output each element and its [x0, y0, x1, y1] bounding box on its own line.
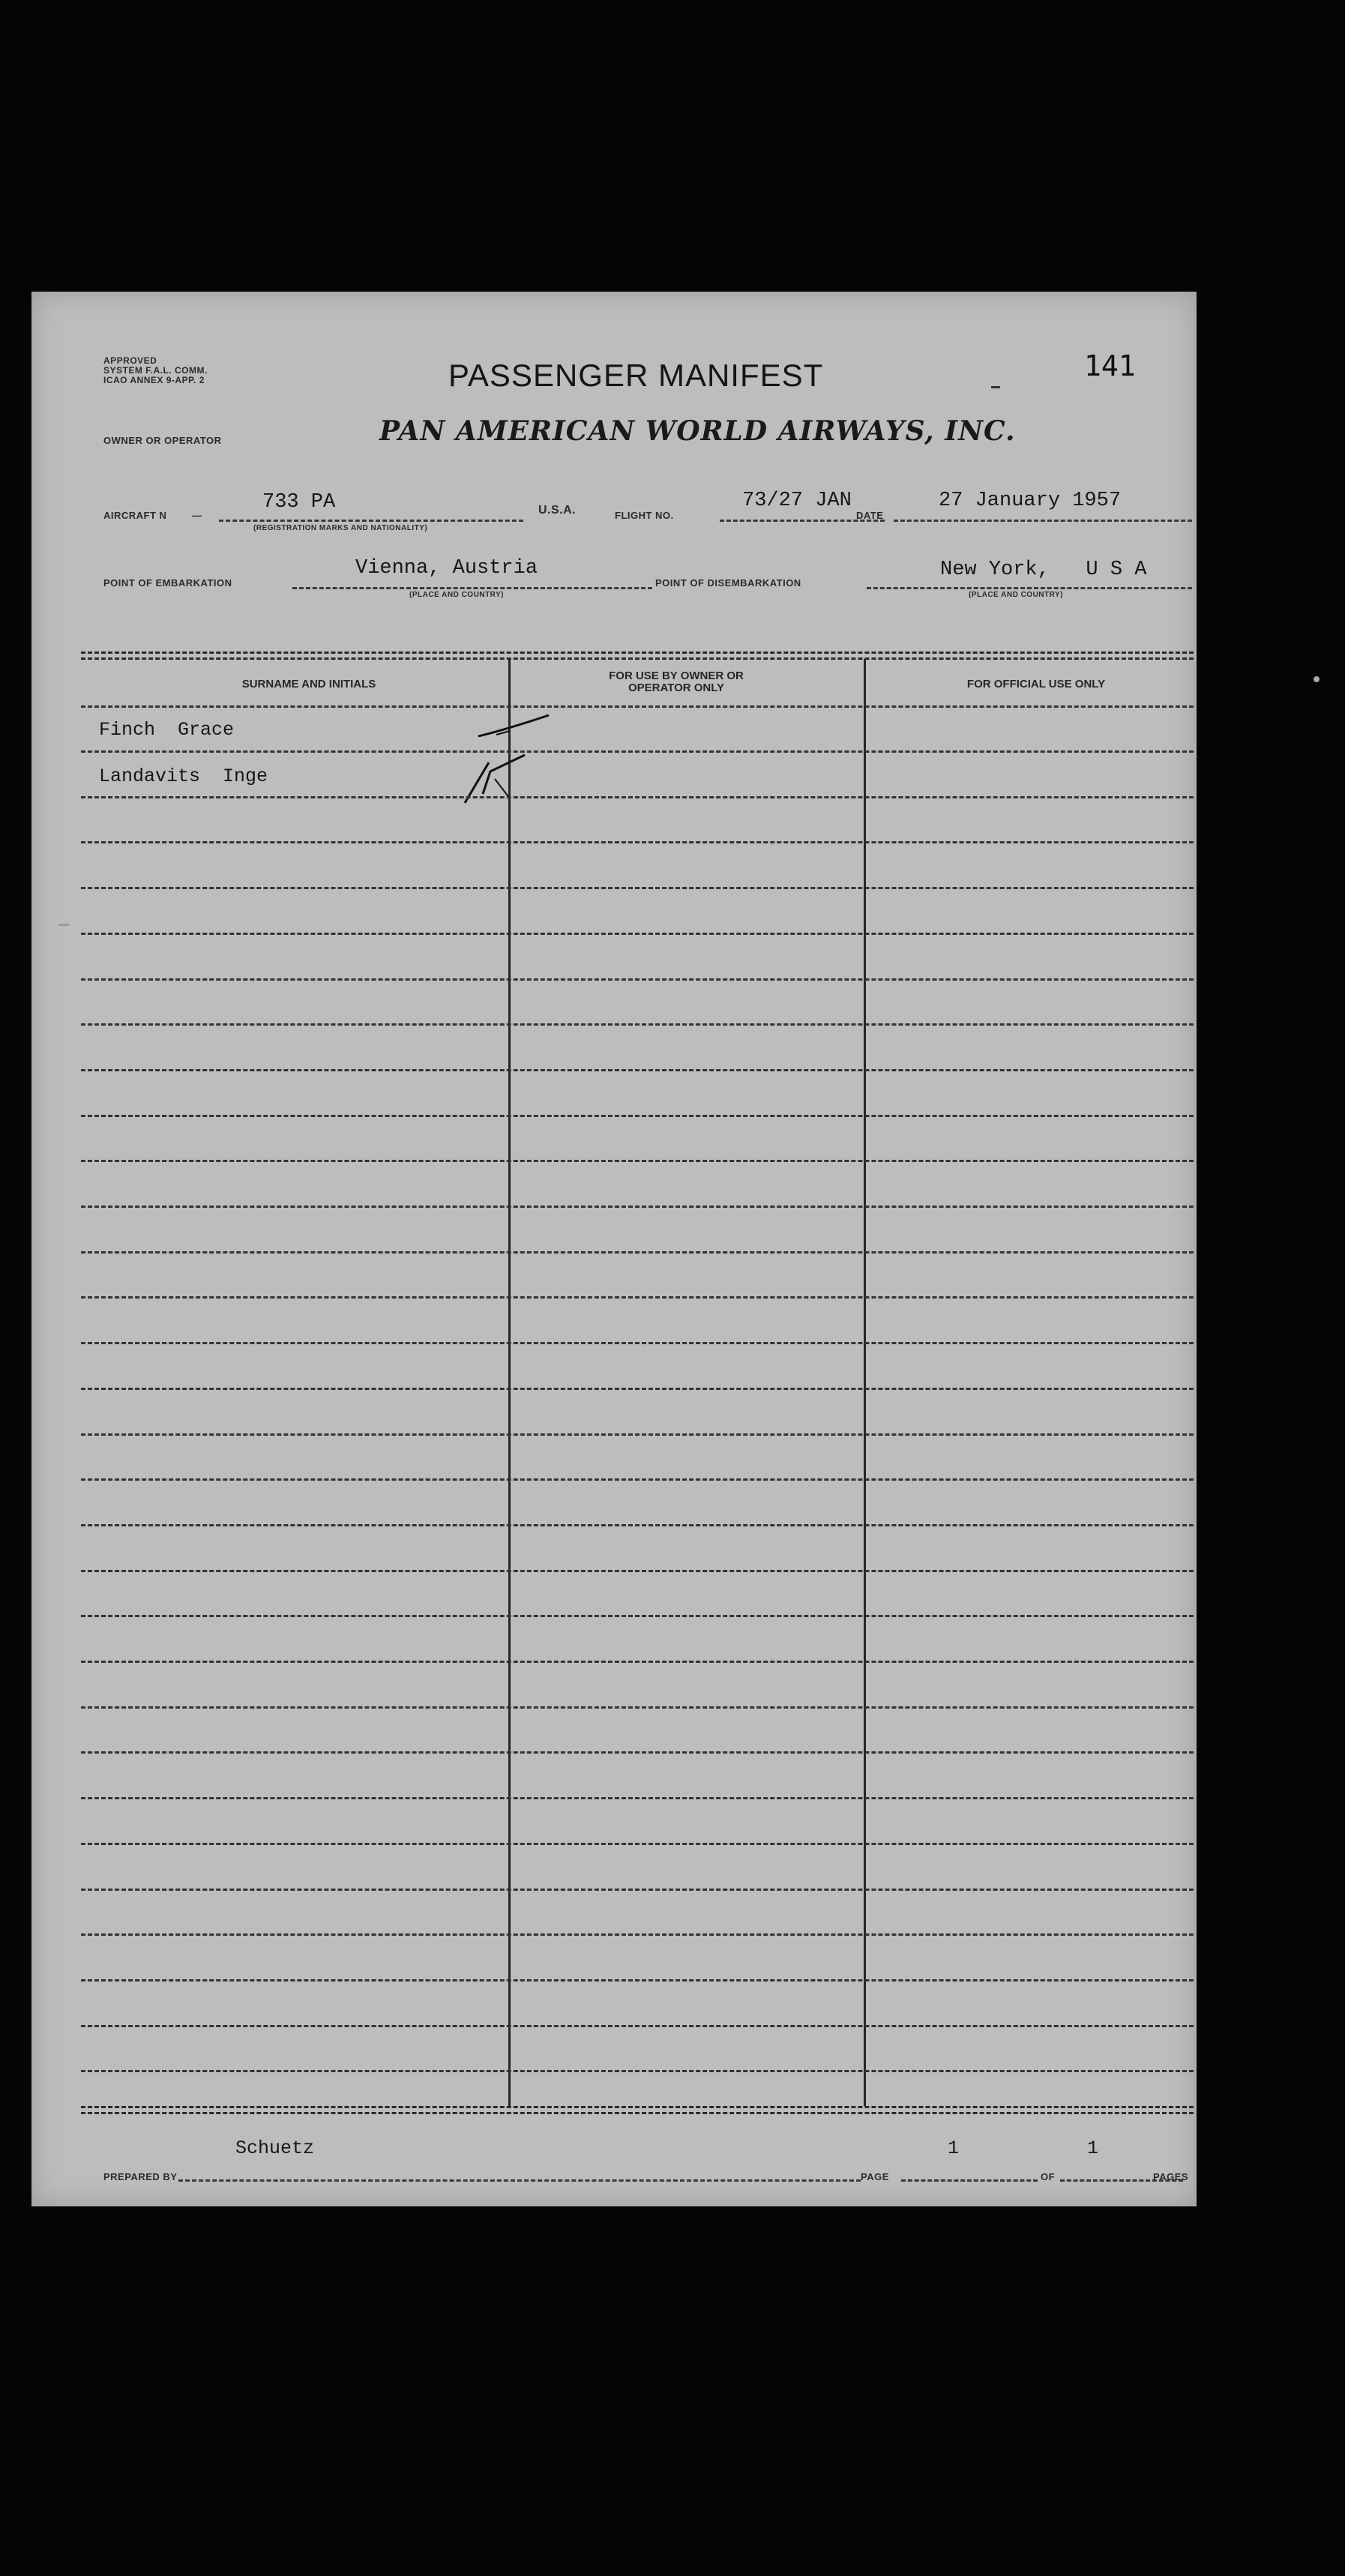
disembarkation-label: POINT OF DISEMBARKATION: [655, 577, 801, 589]
column-header-official: FOR OFFICIAL USE ONLY: [966, 678, 1106, 690]
table-row-line: [81, 978, 1194, 981]
document-title: PASSENGER MANIFEST: [448, 358, 824, 393]
column-header-surname: SURNAME AND INITIALS: [241, 678, 376, 690]
date-label: DATE: [856, 510, 884, 521]
table-row-line: [81, 796, 1194, 798]
table-row-line: [81, 1069, 1194, 1071]
table-bottom-rule: [81, 2106, 1194, 2114]
check-mark-2: [457, 749, 540, 809]
approved-line-1: APPROVED: [103, 355, 157, 366]
owner-value: PAN AMERICAN WORLD AIRWAYS, INC.: [379, 415, 1016, 447]
embarkation-value: Vienna, Austria: [355, 557, 538, 580]
passenger-name: Landavits Inge: [99, 765, 268, 787]
manifest-sheet: [31, 292, 1197, 2206]
flight-value: 73/27 JAN: [742, 490, 852, 512]
date-value: 27 January 1957: [939, 490, 1122, 512]
disembarkation-value: New York, U S A: [940, 559, 1147, 581]
total-pages: 1: [1087, 2137, 1099, 2159]
aircraft-underline: [219, 520, 523, 522]
table-row-line: [81, 2070, 1194, 2072]
disembarkation-sublabel: (PLACE AND COUNTRY): [969, 591, 1063, 599]
table-row-line: [81, 1433, 1194, 1436]
table-row-line: [81, 1661, 1194, 1663]
table-row-line: [81, 1023, 1194, 1026]
page-number: 1: [948, 2137, 960, 2159]
page-underline: [901, 2179, 1038, 2182]
prepared-by-label: PREPARED BY: [103, 2171, 178, 2182]
table-row-line: [81, 1388, 1194, 1390]
table-row-line: [81, 1296, 1194, 1298]
page-stamp-number: 141: [1084, 349, 1136, 382]
table-row-line: [81, 1706, 1194, 1709]
aircraft-sublabel: (REGISTRATION MARKS AND NATIONALITY): [253, 524, 428, 532]
aircraft-value: 733 PA: [262, 491, 336, 514]
passenger-name: Finch Grace: [99, 719, 235, 741]
table-row-line: [81, 1478, 1194, 1481]
page-label: PAGE: [861, 2171, 889, 2182]
column-header-operator: FOR USE BY OWNER OR OPERATOR ONLY: [609, 669, 744, 694]
approved-line-3: ICAO ANNEX 9-APP. 2: [103, 375, 205, 385]
embarkation-sublabel: (PLACE AND COUNTRY): [409, 591, 504, 599]
flight-label: FLIGHT NO.: [615, 510, 674, 521]
table-row-line: [81, 933, 1194, 935]
check-mark-1: [474, 700, 556, 745]
table-row-line: [81, 1889, 1194, 1891]
table-row-line: [81, 1933, 1194, 1936]
pages-label: PAGES: [1153, 2171, 1189, 2182]
table-row-line: [81, 1979, 1194, 1981]
date-underline: [894, 520, 1192, 522]
table-row-line: [81, 1843, 1194, 1845]
embarkation-underline: [292, 587, 652, 589]
embarkation-label: POINT OF EMBARKATION: [103, 577, 232, 589]
owner-label: OWNER OR OPERATOR: [103, 435, 222, 446]
header-underline: [81, 705, 1194, 708]
table-row-line: [81, 887, 1194, 889]
film-mark: [58, 924, 69, 926]
table-row-line: [81, 1797, 1194, 1799]
table-row-line: [81, 750, 1194, 753]
table-row-line: [81, 1206, 1194, 1208]
disembarkation-underline: [867, 587, 1192, 589]
approved-line-2: SYSTEM F.A.L. COMM.: [103, 365, 208, 376]
table-row-line: [81, 1115, 1194, 1117]
table-row-line: [81, 2025, 1194, 2027]
table-row-line: [81, 1251, 1194, 1254]
table-row-line: [81, 1570, 1194, 1572]
table-row-line: [81, 1751, 1194, 1754]
prepared-by-underline: [178, 2179, 861, 2182]
table-row-line: [81, 1524, 1194, 1526]
stamp-dash: [991, 386, 1000, 388]
of-label: OF: [1041, 2171, 1056, 2182]
aircraft-label: AIRCRAFT N: [103, 510, 167, 521]
table-top-rule: [81, 651, 1194, 660]
table-row-line: [81, 1160, 1194, 1162]
table-row-line: [81, 1342, 1194, 1344]
table-row-line: [81, 1615, 1194, 1617]
country-label: U.S.A.: [538, 504, 577, 517]
film-mark: [1314, 676, 1320, 682]
aircraft-dash: —: [192, 510, 202, 521]
prepared-by-value: Schuetz: [235, 2137, 315, 2159]
table-row-line: [81, 841, 1194, 843]
